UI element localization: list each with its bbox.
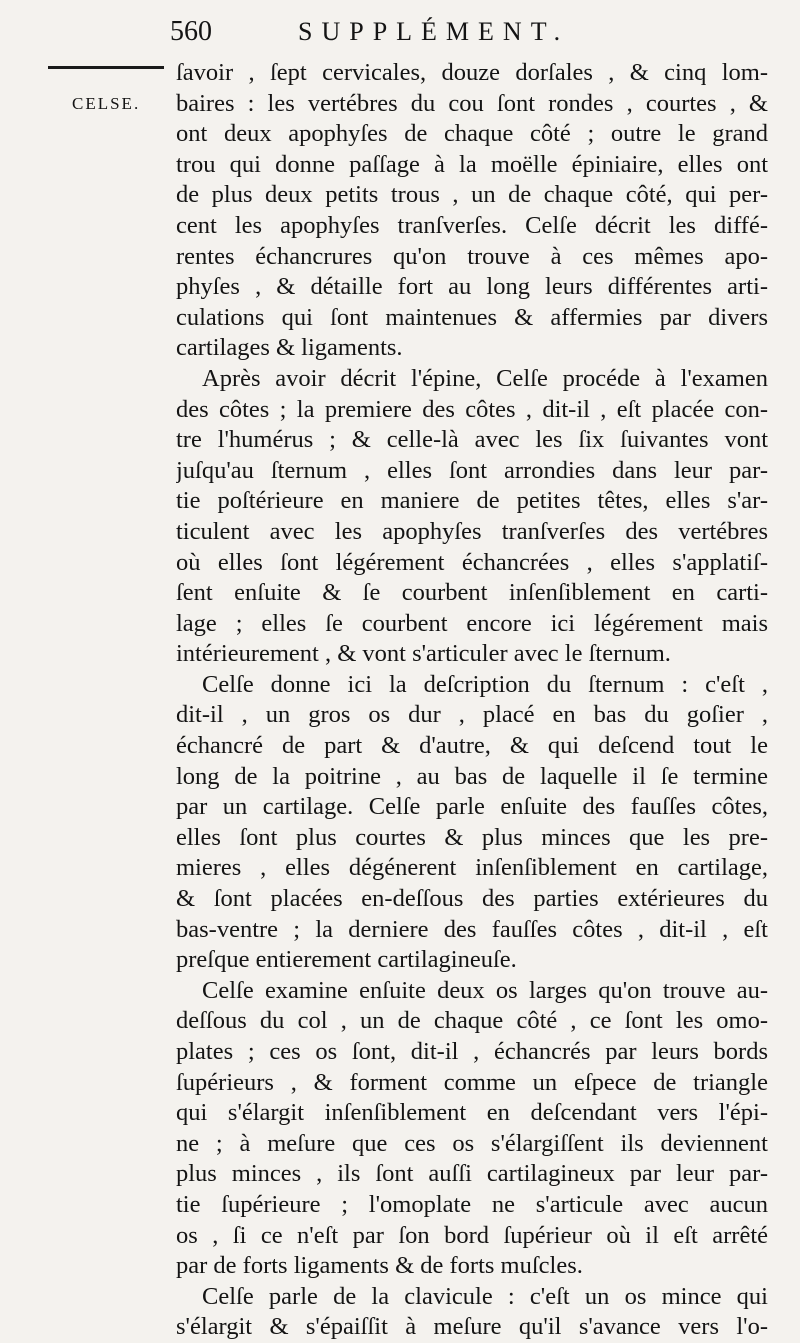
text-line: Après avoir décrit l'épine, Celſe procéde à l'examen <box>202 364 768 392</box>
text-line: intérieurement , & vont s'articuler avec le ſternum. <box>176 640 671 668</box>
text-line: rentes échancrures qu'on trouve à ces mêmes apo- <box>176 242 768 270</box>
text-line: cartilages & ligaments. <box>176 334 403 362</box>
text-line: par de forts ligaments & de forts muſcles. <box>176 1252 583 1280</box>
text-line: s'élargit & s'épaiſſit à meſure qu'il s'avance vers l'o- <box>176 1313 768 1341</box>
text-line: cent les apophyſes tranſverſes. Celſe décrit les diffé- <box>176 211 768 239</box>
text-line: deſſous du col , un de chaque côté , ce ſont les omo- <box>176 1007 768 1035</box>
text-line: tre l'humérus ; & celle-là avec les ſix ſuivantes vont <box>176 426 768 454</box>
text-line: preſque entierement cartilagineuſe. <box>176 946 517 974</box>
text-line: plus minces , ils ſont auſſi cartilagineux par leur par- <box>176 1160 768 1188</box>
body-text <box>176 58 768 1343</box>
margin-note: CELSE. <box>72 94 141 113</box>
text-line: plates ; ces os ſont, dit-il , échancrés par leurs bords <box>176 1038 768 1065</box>
text-line: Celſe examine enſuite deux os larges qu'on trouve au- <box>202 976 768 1004</box>
text-line: Celſe parle de la clavicule : c'eſt un os mince qui <box>202 1282 768 1310</box>
text-line: elles ſont plus courtes & plus minces que les pre- <box>176 823 768 851</box>
text-line: dit-il , un gros os dur , placé en bas du goſier , <box>176 701 768 729</box>
text-line: ſupérieurs , & forment comme un eſpece de triangle <box>176 1068 768 1096</box>
text-line: juſqu'au ſternum , elles ſont arrondies dans leur par- <box>176 456 768 484</box>
text-line: trou qui donne paſſage à la moëlle épiniaire, elles ont <box>176 150 768 178</box>
text-line: bas-ventre ; la derniere des fauſſes côtes , dit-il , eſt <box>176 915 768 943</box>
page-header <box>170 14 630 50</box>
text-line: culations qui ſont maintenues & affermies par divers <box>176 303 768 331</box>
text-line: ſent enſuite & ſe courbent inſenſiblement en carti- <box>176 579 768 607</box>
text-line: & ſont placées en-deſſous des parties extérieures du <box>176 885 768 913</box>
text-line: échancré de part & d'autre, & qui deſcend tout le <box>176 732 768 760</box>
text-line: tie ſupérieure ; l'omoplate ne s'articule avec aucun <box>176 1190 768 1218</box>
text-line: où elles ſont légérement échancrées , elles s'applatiſ- <box>176 548 768 576</box>
text-line: lage ; elles ſe courbent encore ici légérement mais <box>176 609 768 637</box>
text-line: de plus deux petits trous , un de chaque côté, qui per- <box>176 181 768 209</box>
running-head: SUPPLÉMENT. <box>298 17 570 46</box>
margin-rule <box>48 66 164 69</box>
text-line: phyſes , & détaille fort au long leurs différentes arti- <box>176 273 768 301</box>
text-line: long de la poitrine , au bas de laquelle il ſe termine <box>176 762 768 790</box>
page-number: 560 <box>170 16 212 47</box>
text-line: par un cartilage. Celſe parle enſuite des fauſſes côtes, <box>176 793 768 821</box>
text-line: ticulent avec les apophyſes tranſverſes des vertébres <box>176 517 768 545</box>
text-line: des côtes ; la premiere des côtes , dit-il , eſt placée con- <box>176 395 768 423</box>
text-line: ſavoir , ſept cervicales, douze dorſales , & cinq lom- <box>176 59 768 86</box>
text-line: qui s'élargit inſenſiblement en deſcendant vers l'épi- <box>176 1099 768 1127</box>
text-line: Celſe donne ici la deſcription du ſternum : c'eſt , <box>202 670 768 698</box>
text-line: baires : les vertébres du cou ſont rondes , courtes , & <box>176 89 768 117</box>
text-line: os , ſi ce n'eſt par ſon bord ſupérieur où il eſt arrêté <box>176 1221 768 1249</box>
text-line: mieres , elles dégénerent inſenſiblement en cartilage, <box>176 854 768 882</box>
text-line: ne ; à meſure que ces os s'élargiſſent ils deviennent <box>176 1129 768 1157</box>
text-line: tie poſtérieure en maniere de petites têtes, elles s'ar- <box>176 487 768 515</box>
text-line: ont deux apophyſes de chaque côté ; outre le grand <box>176 120 768 148</box>
